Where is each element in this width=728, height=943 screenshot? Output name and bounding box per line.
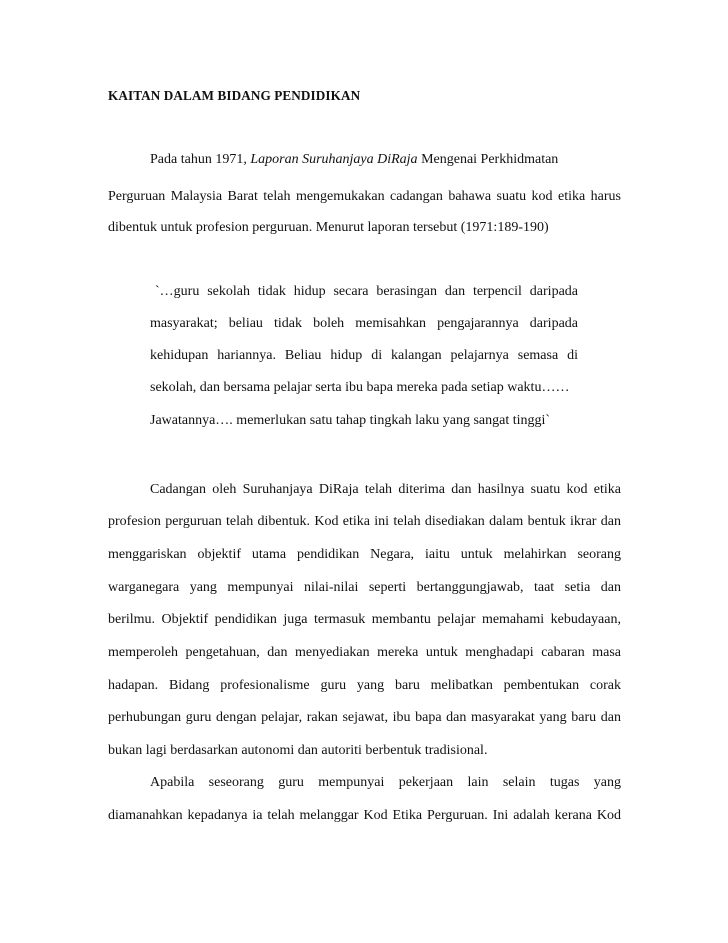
quote-line-3: kehidupan hariannya. Beliau hidup di kalangan pelajarnya semasa di [150,348,578,363]
paragraph-2-line-7: hadapan. Bidang profesionalisme guru yang baru melibatkan pembentukan corak [108,678,621,693]
paragraph-1-line-1-post: Mengenai Perkhidmatan [417,152,559,167]
quote-line-2: masyarakat; beliau tidak boleh memisahkan pengajarannya daripada [150,316,578,331]
paragraph-2-line-6: memperoleh pengetahuan, dan menyediakan mereka untuk menghadapi cabaran masa [108,645,621,660]
paragraph-1-line-2: Perguruan Malaysia Barat telah mengemukakan cadangan bahawa suatu kod etika harus [108,189,621,204]
paragraph-3-line-1: Apabila seseorang guru mempunyai pekerjaan lain selain tugas yang [150,775,621,790]
paragraph-2-line-5: berilmu. Objektif pendidikan juga termasuk membantu pelajar memahami kebudayaan, [108,612,621,627]
paragraph-2-line-4: warganegara yang mempunyai nilai-nilai seperti bertanggungjawab, taat setia dan [108,580,621,595]
quote-line-5: Jawatannya…. memerlukan satu tahap tingkah laku yang sangat tinggi` [150,413,551,428]
quote-line-4: sekolah, dan bersama pelajar serta ibu bapa mereka pada setiap waktu…… [150,380,570,395]
section-heading: KAITAN DALAM BIDANG PENDIDIKAN [108,88,361,103]
paragraph-1-line-3: dibentuk untuk profesion perguruan. Menurut laporan tersebut (1971:189-190) [108,220,549,235]
paragraph-2-line-9: bukan lagi berdasarkan autonomi dan autoriti berbentuk tradisional. [108,743,488,758]
paragraph-1-line-1-pre: Pada tahun 1971, [150,152,251,167]
paragraph-1-line-1 [150,152,558,168]
quote-line-1: `…guru sekolah tidak hidup secara berasingan dan terpencil daripada [155,284,578,299]
paragraph-2-line-1: Cadangan oleh Suruhanjaya DiRaja telah diterima dan hasilnya suatu kod etika [150,482,621,497]
paragraph-3-line-2: diamanahkan kepadanya ia telah melanggar Kod Etika Perguruan. Ini adalah kerana Kod [108,808,621,823]
paragraph-2-line-2: profesion perguruan telah dibentuk. Kod etika ini telah disediakan dalam bentuk ikrar dan [108,514,621,529]
report-title: Laporan Suruhanjaya DiRaja [250,152,418,167]
paragraph-2-line-8: perhubungan guru dengan pelajar, rakan sejawat, ibu bapa dan masyarakat yang baru dan [108,710,621,725]
paragraph-2-line-3: menggariskan objektif utama pendidikan Negara, iaitu untuk melahirkan seorang [108,547,621,562]
